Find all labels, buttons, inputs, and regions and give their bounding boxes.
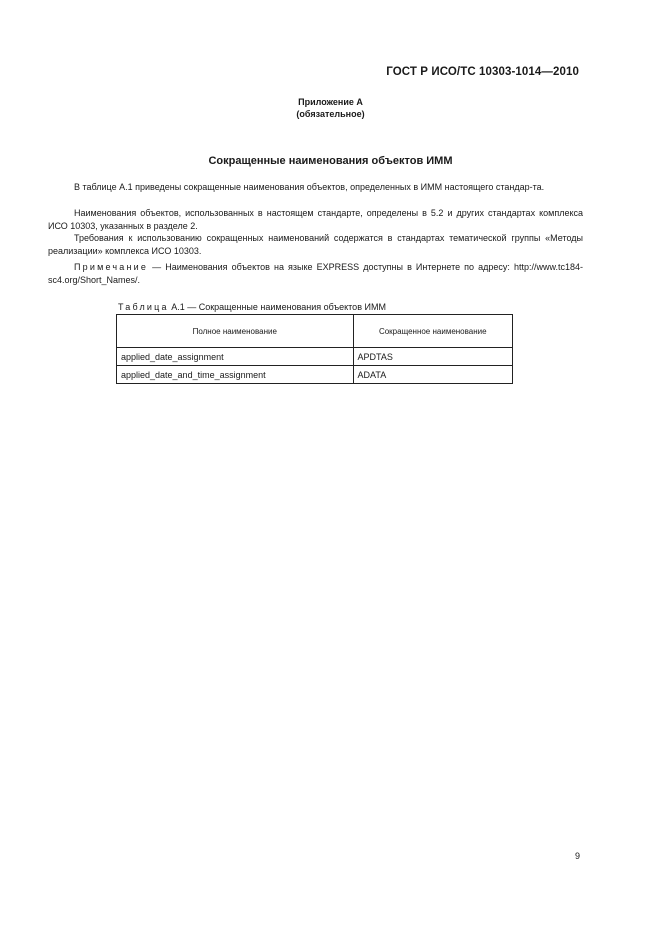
table-cell-full-name: applied_date_and_time_assignment — [117, 366, 354, 384]
table-cell-short-name: APDTAS — [353, 348, 512, 366]
table-header-short-name: Сокращенное наименование — [353, 315, 512, 348]
table-cell-short-name: ADATA — [353, 366, 512, 384]
table-caption-text: А.1 — Сокращенные наименования объектов ИММ — [171, 302, 386, 312]
paragraph-3: Требования к использованию сокращенных наименований содержатся в стандартах тематической группы «Методы реализации» комплекса ИСО 10303. — [48, 233, 583, 256]
page-number: 9 — [575, 851, 581, 861]
annex-status: (обязательное) — [296, 109, 365, 119]
note-text: — Наименования объектов на языке EXPRESS доступны в Интернете по адресу: http://www.tc184-sc4.org/Short_Names/. — [48, 262, 583, 285]
table-row — [117, 366, 513, 384]
paragraph-1: В таблице А.1 приведены сокращенные наименования объектов, определенных в ИММ настоящего стандар-та. — [74, 182, 545, 192]
table-row — [117, 348, 513, 366]
paragraph-2: Наименования объектов, использованных в настоящем стандарте, определены в 5.2 и других стандартах комплекса ИСО 10303, указанных в разделе 2. — [48, 208, 583, 231]
note — [48, 261, 583, 286]
note-label: Примечание — [74, 262, 149, 272]
section-title: Сокращенные наименования объектов ИММ — [208, 155, 453, 167]
table-caption-label: Таблица — [118, 302, 169, 312]
document-header: ГОСТ Р ИСО/ТС 10303-1014—2010 — [386, 66, 579, 78]
abbreviations-table — [116, 314, 513, 384]
table-cell-full-name: applied_date_assignment — [117, 348, 354, 366]
table-header-full-name: Полное наименование — [117, 315, 354, 348]
table-caption — [118, 302, 386, 312]
table-header-row — [117, 315, 513, 348]
annex-title: Приложение А — [298, 97, 363, 107]
